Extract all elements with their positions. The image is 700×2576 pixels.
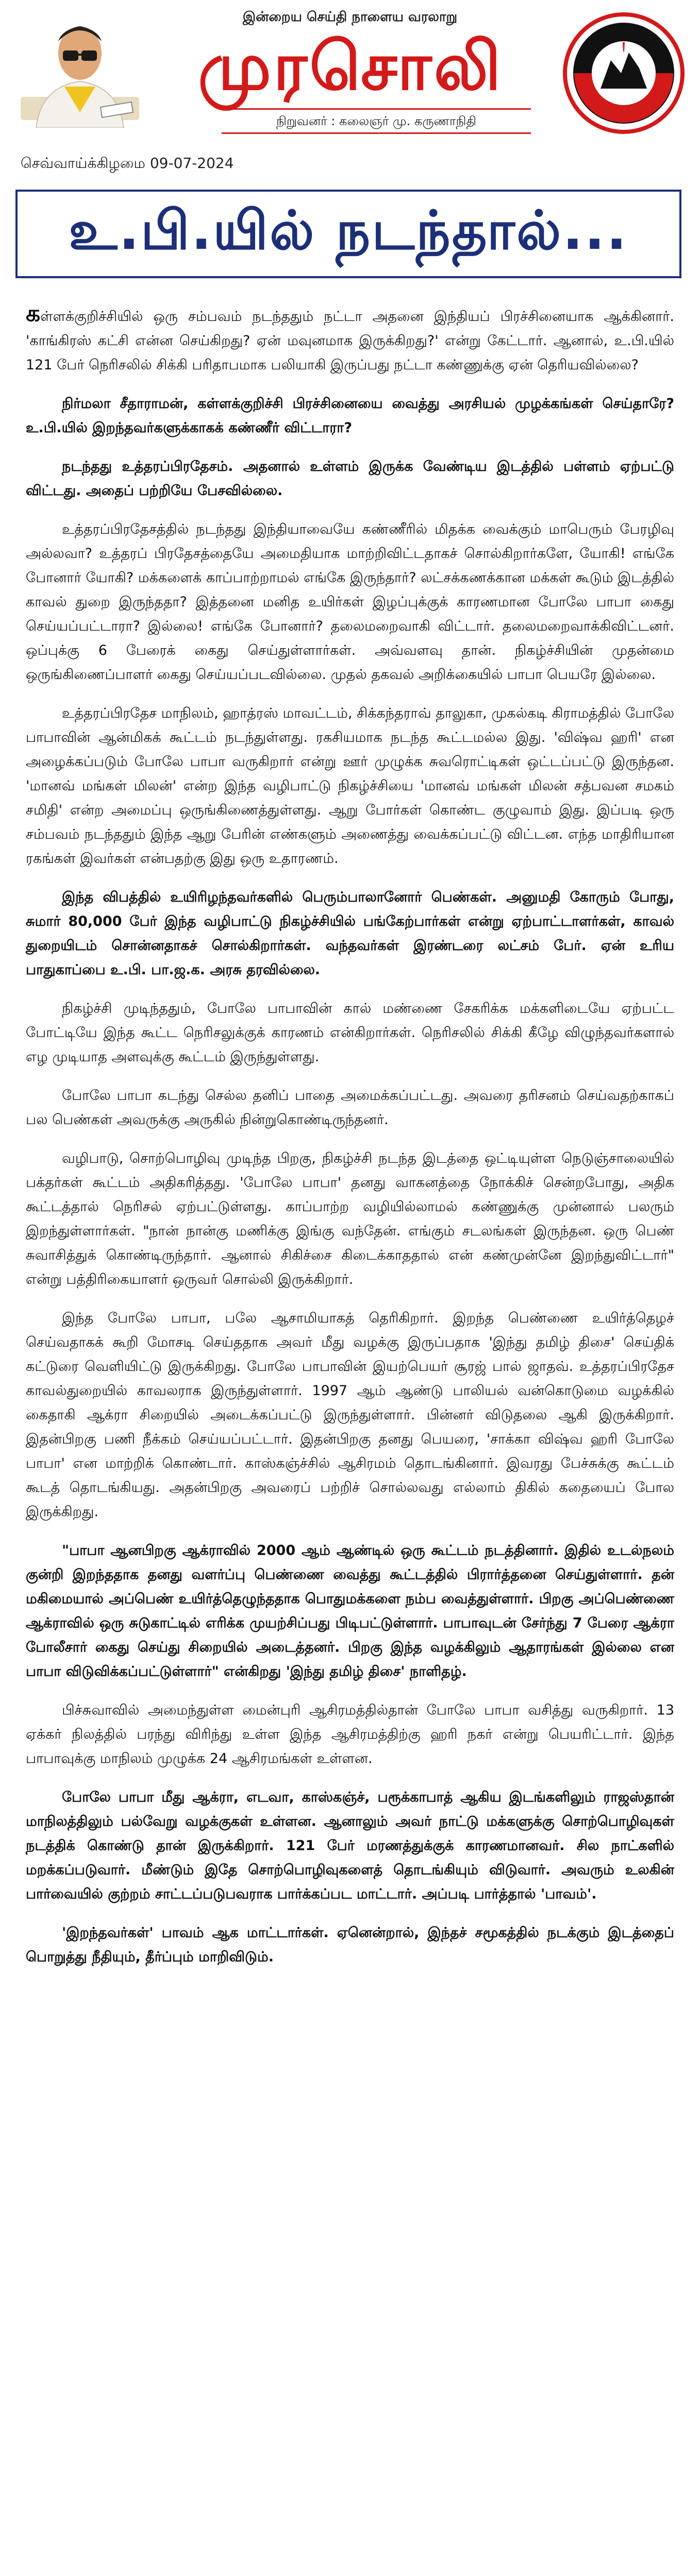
article-paragraph: 'இறந்தவர்கள்' பாவம் ஆக மாட்டார்கள். ஏனென்றால், இந்தச் சமூகத்தில் நடக்கும் இடத்தைப் பொறுத்து நீதியும், தீர்ப்பும் மாறிவிடும். bbox=[26, 1925, 674, 1965]
article-paragraph: உத்தரப்பிரதேசத்தில் நடந்தது இந்தியாவையே கண்ணீரில் மிதக்க வைக்கும் மாபெரும் பேரழிவு அல்லவா? உத்தரப் பிரதேசத்தையே அமைதியாக மாற்றிவிட்டதாகச் சொல்கிறார்களே, யோகி! எங்கே போனார் யோகி? மக்களைக் காப்பாற்றாமல் எங்கே இருந்தார்? லட்சக்கணக்கான மக்கள் கூடும் இடத்தில் காவல் துறை இருந்ததா? இத்தனை மனித உயிர்கள் இழப்புக்குக் காரணமான போலே பாபா கைது செய்யப்பட்டாரா? இல்லை! எங்கே போனார்? தலைமறைவாகி விட்டார். தலைமறைவாக்கிவிட்டனர். ஒப்புக்கு 6 பேரைக் கைது செய்துள்ளார்கள். அவ்வளவு தான். நிகழ்ச்சியின் முதன்மை ஒருங்கிணைப்பாளர் கைது செய்யப்படவில்லை. முதல் தகவல் அறிக்கையில் பாபா பெயரே இல்லை. bbox=[26, 521, 674, 683]
party-emblem-icon bbox=[562, 11, 686, 135]
founder-line: நிறுவனர் : கலைஞர் மு. கருணாநிதி bbox=[222, 108, 531, 134]
newspaper-logo: முரசொலி bbox=[198, 28, 503, 105]
article-body bbox=[26, 301, 674, 1984]
masthead bbox=[0, 0, 700, 172]
tagline: இன்றைய செய்தி நாளைய வரலாறு bbox=[242, 9, 458, 25]
publication-date: செவ்வாய்க்கிழமை 09-07-2024 bbox=[21, 155, 234, 172]
article-paragraph: பிச்சுவாவில் அமைந்துள்ள மைன்புரி ஆசிரமத்தில்தான் போலே பாபா வசித்து வருகிறார். 13 ஏக்கர் நிலத்தில் பரந்து விரிந்து உள்ள இந்த ஆசிரமத்திற்கு ஹரி நகர் என்று பெயரிட்டார். இந்த பாபாவுக்கு மாநிலம் முழுக்க 24 ஆசிரமங்கள் உள்ளன. bbox=[26, 1702, 674, 1767]
article-paragraph: உத்தரப்பிரதேச மாநிலம், ஹாத்ரஸ் மாவட்டம், சிக்கந்தராவ் தாலுகா, முகல்கடி கிராமத்தில் போலே பாபாவின் ஆன்மிகக் கூட்டம் நடந்துள்ளது. ரகசியமாக நடந்த கூட்டமல்ல இது. 'விஷ்வ ஹரி' என அழைக்கப்படும் போலே பாபா வருகிறார் என்று ஊர் முழுக்க சுவரொட்டிகள் ஒட்டப்பட்டு இருந்தன. 'மானவ் மங்கள் மிலன்' என்ற இந்த வழிபாட்டு நிகழ்ச்சியை 'மானவ் மங்கள் மிலன் சத்பவன சமகம் சமிதி' என்ற அமைப்பு ஒருங்கிணைத்துள்ளது. ஆறு போர்கள் கொண்ட குழுவாம் இது. இப்படி ஒரு சம்பவம் நடந்ததும் இந்த ஆறு பேரின் எண்களும் அணைத்து வைக்கப்பட்டு விட்டன. எந்த மாதிரியான ரகங்கள் இவர்கள் என்பதற்கு இது ஒரு உதாரணம். bbox=[26, 705, 674, 867]
founder-portrait bbox=[15, 9, 144, 128]
headline-box bbox=[15, 190, 681, 278]
article-paragraph: போலே பாபா கடந்து செல்ல தனிப் பாதை அமைக்கப்பட்டது. அவரை தரிசனம் செய்வதற்காகப் பல பெண்கள் அவருக்கு அருகில் நின்றுகொண்டிருந்தனர். bbox=[26, 1088, 674, 1128]
dropcap: க bbox=[26, 300, 41, 327]
article-paragraph: "பாபா ஆனபிறகு ஆக்ராவில் 2000 ஆம் ஆண்டில் ஒரு கூட்டம் நடத்தினார். இதில் உடல்நலம் குன்றி இறந்ததாக தனது வளர்ப்பு பெண்ணை வைத்து கூட்டத்தில் பிரார்த்தனை செய்துள்ளார். தன் மகிமையால் அப்பெண் உயிர்த்தெழுந்ததாக பொதுமக்களை நம்ப வைத்துள்ளார். பிறகு அப்பெண்ணை ஆக்ராவில் ஒரு சுடுகாட்டில் எரிக்க முயற்சிப்பது பிடிபட்டுள்ளார். பாபாவுடன் சேர்ந்து 7 பேரை ஆக்ரா போலீசார் கைது செய்து சிறையில் அடைத்தனர். பிறகு இந்த வழக்கிலும் ஆதாரங்கள் இல்லை என பாபா விடுவிக்கப்பட்டுள்ளார்" என்கிறது 'இந்து தமிழ் திசை' நாளிதழ். bbox=[26, 1543, 674, 1680]
article-paragraph: இந்த விபத்தில் உயிரிழந்தவர்களில் பெரும்பாலானோர் பெண்கள். அனுமதி கோரும் போது, சுமார் 80,000 பேர் இந்த வழிபாட்டு நிகழ்ச்சியில் பங்கேற்பார்கள் என்று ஏற்பாட்டாளர்கள், காவல் துறையிடம் சொன்னதாகச் சொல்கிறார்கள். வந்தவர்கள் இரண்டரை லட்சம் பேர். ஏன் உரிய பாதுகாப்பை உ.பி. பா.ஜ.க. அரசு தரவில்லை. bbox=[26, 889, 674, 978]
article-paragraph: நிர்மலா சீதாராமன், கள்ளக்குறிச்சி பிரச்சினையை வைத்து அரசியல் முழக்கங்கள் செய்தாரே? உ.பி.யில் இறந்தவர்களுக்காகக் கண்ணீர் விட்டாரா? bbox=[26, 396, 674, 436]
article-paragraph: இந்த போலே பாபா, பலே ஆசாமியாகத் தெரிகிறார். இறந்த பெண்ணை உயிர்த்தெழச் செய்வதாகக் கூறி மோசடி செய்ததாக அவர் மீது வழக்கு இருப்பதாக 'இந்து தமிழ் திசை' செய்திக் கட்டுரை வெளியிட்டு இருக்கிறது. போலே பாபாவின் இயற்பெயர் சூரஜ் பால் ஜாதவ். உத்தரப்பிரதேச காவல்துறையில் காவலராக இருந்துள்ளார். 1997 ஆம் ஆண்டு பாலியல் வன்கொடுமை வழக்கில் கைதாகி ஆக்ரா சிறையில் அடைக்கப்பட்டு இருந்துள்ளார். பின்னர் விடுதலை ஆகி இருக்கிறார். இதன்பிறகு பணி நீக்கம் செய்யப்பட்டார். இதன்பிறகு தனது பெயரை, 'சாக்கா விஷ்வ ஹரி போலே பாபா' என மாற்றிக் கொண்டார். காஸ்கஞ்ச்சில் ஆசிரமம் தொடங்கினார். இவரது பேச்சுக்கு கூட்டம் கூடத் தொடங்கியது. அதன்பிறகு அவரைப் பற்றிச் சொல்லவது எல்லாம் திகில் கதையைப் போல இருக்கிறது. bbox=[26, 1310, 674, 1520]
headline: உ.பி.யில் நடந்தால்... bbox=[69, 199, 628, 262]
article-paragraph: நிகழ்ச்சி முடிந்ததும், போலே பாபாவின் கால் மண்ணை சேகரிக்க மக்களிடையே ஏற்பட்ட போட்டியே இந்த கூட்ட நெரிசலுக்குக் காரணம் என்கிறார்கள். நெரிசலில் சிக்கி கீழே விழுந்தவர்களால் எழ முடியாத அளவுக்கு கூட்டம் இருந்துள்ளது. bbox=[26, 1001, 674, 1065]
article-paragraph: வழிபாடு, சொற்பொழிவு முடிந்த பிறகு, நிகழ்ச்சி நடந்த இடத்தை ஒட்டியுள்ள நெடுஞ்சாலையில் பக்தர்கள் கூட்டம் அதிகரித்தது. 'போலே பாபா' தனது வாகனத்தை நோக்கிச் சென்றபோது, அதிக கூட்டத்தால் நெரிசல் ஏற்பட்டுள்ளது. காப்பாற்ற வழியில்லாமல் கண்ணுக்கு முன்னால் பலரும் இறந்துள்ளார்கள். "நான் நான்கு மணிக்கு இங்கு வந்தேன். எங்கும் சடலங்கள் இருந்தன. ஒரு பெண் சுவாசித்துக் கொண்டிருந்தார். ஆனால் சிகிச்சை கிடைக்காததால் என் கண்முன்னே இறந்துவிட்டார்" என்று பத்திரிகையாளர் ஒருவர் சொல்லி இருக்கிறார். bbox=[26, 1150, 674, 1287]
article-paragraph: போலே பாபா மீது ஆக்ரா, எடவா, காஸ்கஞ்ச், பரூக்காபாத் ஆகிய இடங்களிலும் ராஜஸ்தான் மாநிலத்திலும் பல்வேறு வழக்குகள் உள்ளன. ஆனாலும் அவர் நாட்டு மக்களுக்கு சொற்பொழிவுகள் நடத்திக் கொண்டு தான் இருக்கிறார். 121 பேர் மரணத்துக்குக் காரணமானவர். சில நாட்களில் மறக்கப்படுவார். மீண்டும் இதே சொற்பொழிவுகளைத் தொடங்கியும் விடுவார். அவரும் உலகின் பார்வையில் குற்றம் சாட்டப்படுபவராக பார்க்கப்பட மாட்டார். அப்படி பார்த்தால் 'பாவம்'. bbox=[26, 1789, 674, 1902]
article-paragraph: கள்ளக்குறிச்சியில் ஒரு சம்பவம் நடந்ததும் நட்டா அதனை இந்தியப் பிரச்சினையாக ஆக்கினார். 'காங்கிரஸ் கட்சி என்ன செய்கிறது? ஏன் மவுனமாக இருக்கிறது?' என்று கேட்டார். ஆனால், உ.பி.யில் 121 பேர் நெரிசலில் சிக்கி பரிதாபமாக பலியாகி இருப்பது நட்டா கண்ணுக்கு ஏன் தெரியவில்லை? bbox=[26, 300, 674, 373]
article-paragraph: நடந்தது உத்தரப்பிரதேசம். அதனால் உள்ளம் இருக்க வேண்டிய இடத்தில் பள்ளம் ஏற்பட்டு விட்டது. அதைப் பற்றியே பேசவில்லை. bbox=[26, 459, 674, 499]
